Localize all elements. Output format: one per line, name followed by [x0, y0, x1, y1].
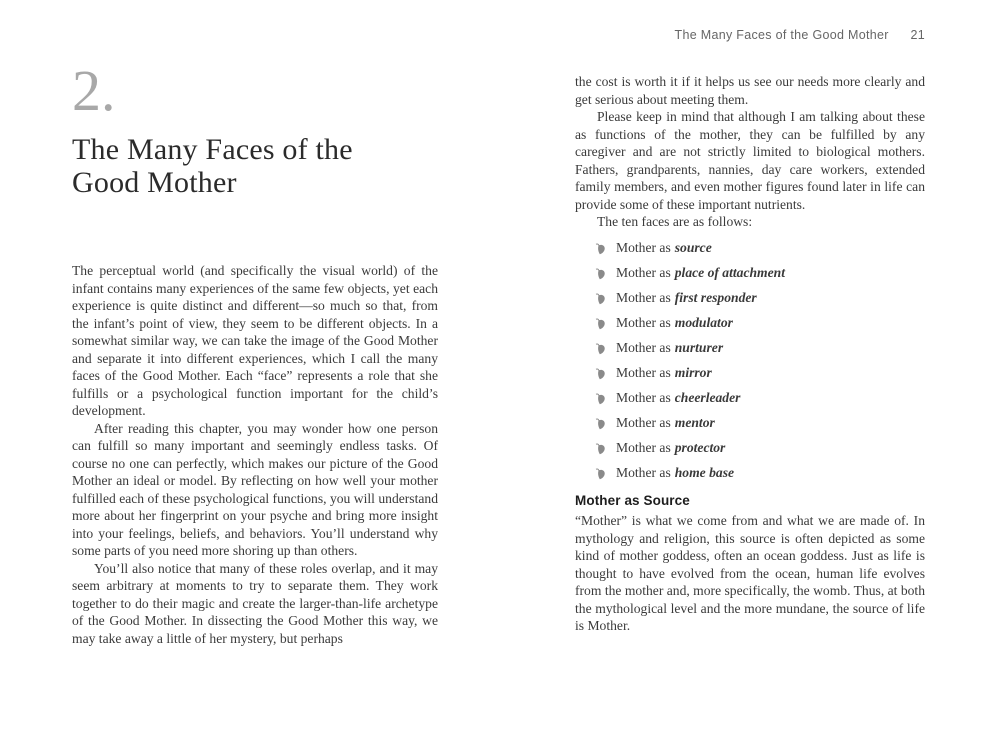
- list-item-prefix: Mother as: [616, 364, 671, 380]
- list-item-role: first responder: [674, 289, 757, 305]
- left-page-body: [72, 262, 438, 647]
- faces-list: [575, 239, 925, 482]
- leaf-bullet-icon: [595, 367, 606, 379]
- list-item-prefix: Mother as: [616, 314, 671, 330]
- chapter-title: [72, 133, 438, 199]
- body-paragraph: You’ll also notice that many of these roles overlap, and it may seem arbitrary at moments to try to separate them. They work together to do their magic and create the larger-than-life archetype of the Good Mother. In dissecting the Good Mother this way, we may take away a little of her mystery, but perhaps: [72, 560, 438, 646]
- section-body: “Mother” is what we come from and what we are made of. In mythology and religion, this source is often depicted as some kind of mother goddess, often an ocean goddess. Just as life is thought to have evolved from the ocean, human life evolves from the mother and, more specifically, the womb. Thus, at both the mythological level and the more mundane, the source of life is Mother.: [575, 513, 925, 634]
- list-item-role: place of attachment: [674, 264, 785, 280]
- body-paragraph: The perceptual world (and specifically the visual world) of the infant contains many experiences of the same few objects, yet each experience is quite distinct and different—so much so that, from the infant’s point of view, they seem to be different objects. In a somewhat similar way, we can take the image of the Good Mother and separate it into different experiences, which I call the many faces of the Good Mother. Each “face” represents a role that she fulfills or a psychological function important for the child’s development.: [72, 263, 438, 418]
- list-item-role: modulator: [674, 314, 733, 330]
- leaf-bullet-icon: [595, 267, 606, 279]
- page-number: 21: [910, 28, 925, 42]
- chapter-title-line2: Good Mother: [72, 166, 237, 199]
- body-paragraph: the cost is worth it if it helps us see our needs more clearly and get serious about meeting them.: [575, 74, 925, 107]
- list-item-role: cheerleader: [674, 390, 741, 406]
- leaf-bullet-icon: [595, 292, 606, 304]
- list-item: [595, 364, 925, 382]
- list-item-role: source: [674, 239, 712, 255]
- list-item-prefix: Mother as: [616, 339, 671, 355]
- list-item-prefix: Mother as: [616, 239, 671, 255]
- list-item-prefix: Mother as: [616, 440, 671, 456]
- right-page-body: [575, 73, 925, 635]
- running-header: [575, 28, 925, 42]
- list-item-prefix: Mother as: [616, 415, 671, 431]
- running-header-title: The Many Faces of the Good Mother: [674, 28, 889, 42]
- chapter-number: 2.: [72, 58, 116, 123]
- body-paragraph: After reading this chapter, you may wonder how one person can fulfill so many important and seemingly endless tasks. Of course no one can perfectly, which makes our picture of the Good Mother an ideal or model. By reflecting on how well your mother fulfilled each of these psychological functions, you will understand more about her fingerprint on your psyche and bring more insight into your feelings, beliefs, and behaviors. You’ll understand why some parts of you need more shoring up than others.: [72, 420, 438, 558]
- list-item-prefix: Mother as: [616, 390, 671, 406]
- list-item-role: mirror: [674, 364, 712, 380]
- list-item: [595, 339, 925, 357]
- list-item-prefix: Mother as: [616, 289, 671, 305]
- section-heading: Mother as Source: [575, 492, 690, 508]
- list-item-role: mentor: [674, 415, 715, 431]
- leaf-bullet-icon: [595, 242, 606, 254]
- list-item-prefix: Mother as: [616, 465, 671, 481]
- list-item: [595, 239, 925, 257]
- chapter-title-line1: The Many Faces of the: [72, 133, 353, 166]
- list-item-role: nurturer: [674, 339, 724, 355]
- body-paragraph: The ten faces are as follows:: [597, 214, 753, 229]
- leaf-bullet-icon: [595, 417, 606, 429]
- list-item: [595, 264, 925, 282]
- list-item-role: protector: [674, 440, 726, 456]
- list-item-prefix: Mother as: [616, 264, 671, 280]
- leaf-bullet-icon: [595, 317, 606, 329]
- leaf-bullet-icon: [595, 392, 606, 404]
- list-item: [595, 439, 925, 457]
- list-item: [595, 414, 925, 432]
- list-item-role: home base: [674, 465, 735, 481]
- list-item: [595, 314, 925, 332]
- leaf-bullet-icon: [595, 342, 606, 354]
- list-item: [595, 464, 925, 482]
- list-item: [595, 389, 925, 407]
- leaf-bullet-icon: [595, 442, 606, 454]
- list-item: [595, 289, 925, 307]
- leaf-bullet-icon: [595, 467, 606, 479]
- body-paragraph: Please keep in mind that although I am talking about these as functions of the mother, they can be fulfilled by any caregiver and are not strictly limited to biological mothers. Fathers, grandparents, nannies, day care workers, extended family members, and even mother figures found later in life can provide some of these important nutrients.: [575, 109, 925, 212]
